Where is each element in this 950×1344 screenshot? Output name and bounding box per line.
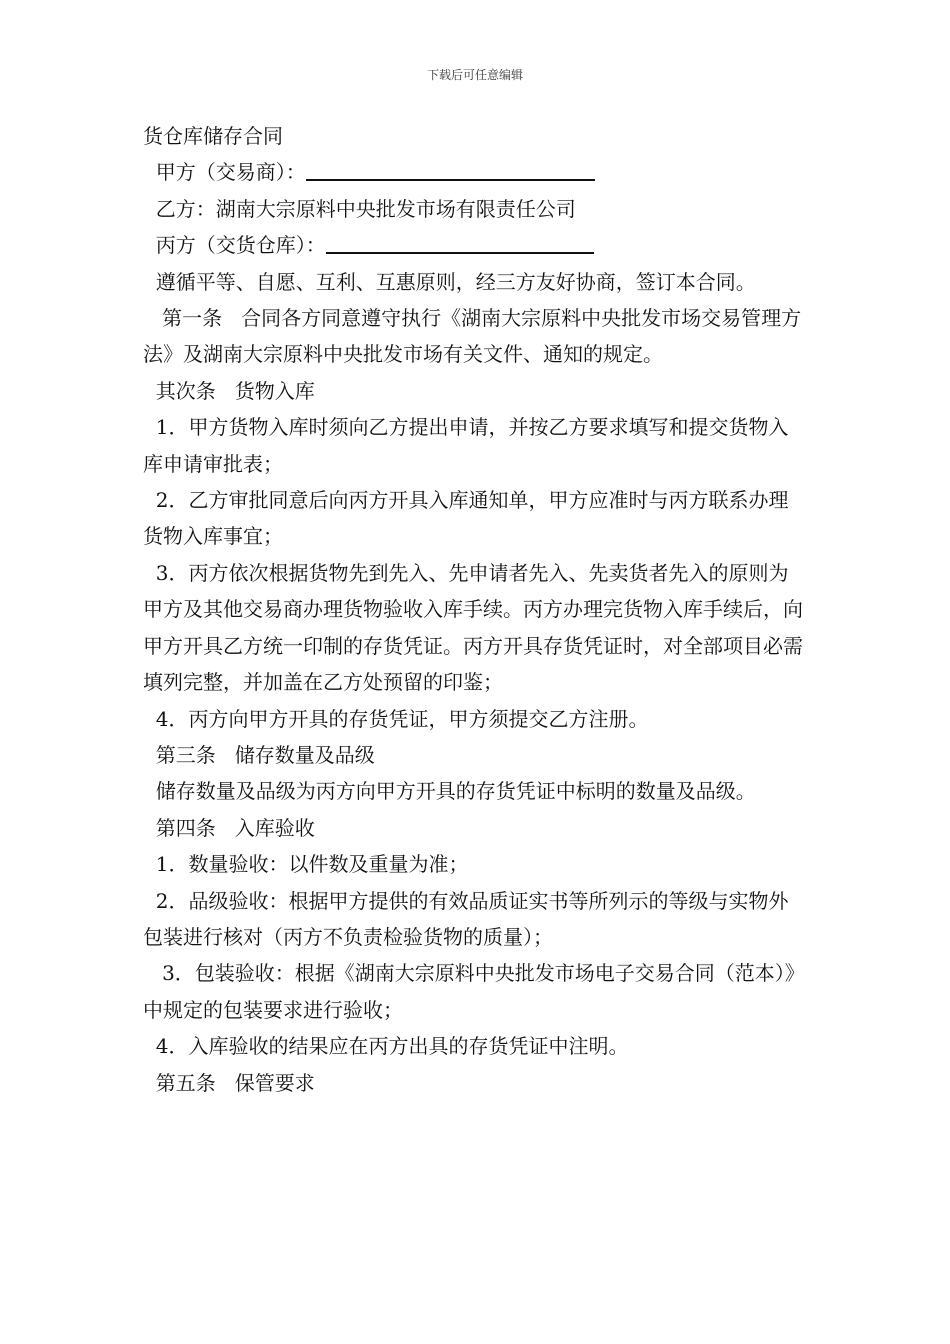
article-4-item-1: 1．数量验收：以件数及重量为准； [143,852,469,877]
article-5-heading: 第五条 保管要求 [143,1070,315,1095]
contract-body [143,118,807,1101]
page-header: 下载后可任意编辑 [426,68,523,82]
party-a-label: 甲方（交易商）： [143,160,306,185]
article-2-item-2: 2．乙方审批同意后向丙方开具入库通知单，甲方应准时与丙方联系办理货物入库事宜； [143,488,789,549]
party-c-line [143,227,807,263]
party-c-label: 丙方（交货仓库）： [143,233,326,258]
contract-title: 货仓库储存合同 [143,124,283,148]
party-a-line [143,154,807,190]
article-3-body: 储存数量及品级为丙方向甲方开具的存货凭证中标明的数量及品级。 [143,779,756,804]
article-2-item-1: 1．甲方货物入库时须向乙方提出申请，并按乙方要求填写和提交货物入库申请审批表； [143,415,789,476]
party-a-blank [306,157,595,181]
article-4-heading: 第四条 入库验收 [143,815,315,840]
article-2-item-3: 3．丙方依次根据货物先到先入、先申请者先入、先卖货者先入的原则为甲方及其他交易商办理货物验收入库手续。丙方办理完货物入库手续后，向甲方开具乙方统一印制的存货凭证。丙方开具存货凭证时，对全部项目必需填列完整，并加盖在乙方处预留的印鉴； [143,560,803,695]
article-4-item-3: 3．包装验收：根据《湖南大宗原料中央批发市场电子交易合同（范本）》中规定的包装要求进行验收； [143,961,805,1022]
article-1: 第一条 合同各方同意遵守执行《湖南大宗原料中央批发市场交易管理方法》及湖南大宗原料中央批发市场有关文件、通知的规定。 [143,306,802,367]
article-2-item-4: 4．丙方向甲方开具的存货凭证，甲方须提交乙方注册。 [143,706,649,731]
article-4-item-2: 2．品级验收：根据甲方提供的有效品质证实书等所列示的等级与实物外包装进行核对（丙方不负责检验货物的质量）； [143,888,789,949]
article-3-heading: 第三条 储存数量及品级 [143,742,375,767]
party-b-line: 乙方：湖南大宗原料中央批发市场有限责任公司 [143,196,576,221]
paragraph-preamble: 遵循平等、自愿、互利、互惠原则，经三方友好协商，签订本合同。 [143,269,756,294]
article-2-heading: 其次条 货物入库 [143,378,315,403]
article-4-item-4: 4．入库验收的结果应在丙方出具的存货凭证中注明。 [143,1034,629,1059]
party-c-blank [326,230,594,254]
